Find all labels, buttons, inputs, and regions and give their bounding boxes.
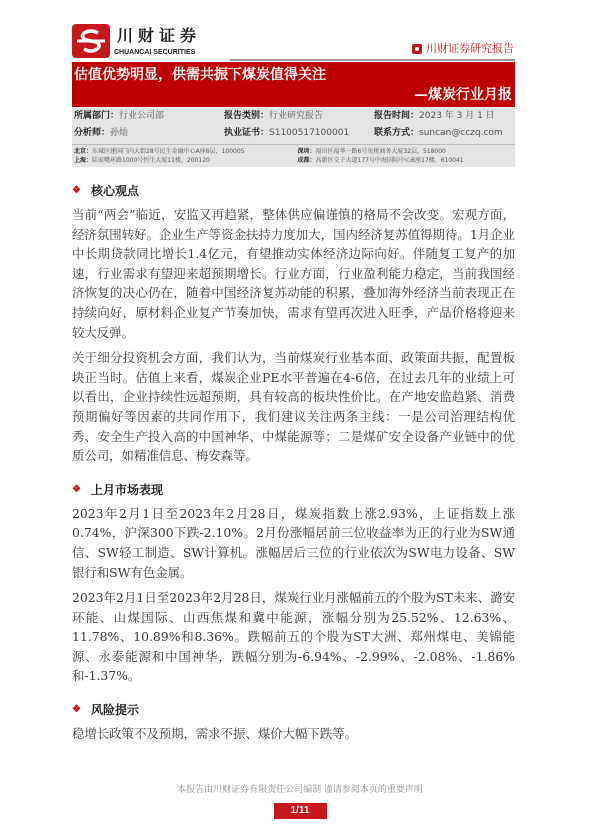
address-shanghai: 上海：陆家嘴环路1000号恒生大厦11楼，200120 [74,157,210,164]
market-paragraph-1: 2023年2月1日至2023年2月28日，煤炭指数上涨2.93%，上证指数上涨0.74%，沪深300下跌-2.10%。2月份涨幅居前三位收益率为正的行业为SW通信、SW轻工制造、SW计算机。涨幅居后三位的行业依次为SW电力设备、SW银行和SW有色金属。 [72,505,515,580]
diamond-bullet-icon: ❖ [72,483,81,495]
title-banner [72,62,515,107]
dept-value: 行业公司部 [119,111,165,121]
cert-label: 执业证书： [224,128,270,138]
diamond-bullet-icon: ❖ [72,704,81,716]
address-shenzhen: 深圳：福田区福华一路6号免税商务大厦32层，518000 [297,148,446,155]
report-info [72,107,515,167]
report-tag [412,42,514,56]
type-label: 报告类别： [224,111,270,121]
address-chengdu: 成都：高新区交子大道177号中海国际中心B座17楼，610041 [297,157,464,164]
cert-value: S1100517100001 [269,128,350,138]
brand-name-en: CHUANCAI SECURITIES [114,49,196,56]
diamond-bullet-icon: ❖ [72,185,81,196]
report-title: 估值优势明显，供需共振下煤炭值得关注 [74,67,326,83]
section-heading-core-view: ❖ 核心观点 [72,184,139,198]
brand-name-cn: 川财证券 [117,26,202,45]
contact-value[interactable]: suncan@cczq.com [419,128,503,138]
risk-paragraph: 稳增长政策不及预期，需求不振、煤价大幅下跌等。 [72,726,357,742]
analyst-label: 分析师： [74,128,111,138]
section-heading-market: ❖ 上月市场表现 [72,482,163,497]
page-number: 1/11 [274,803,327,819]
header-divider [230,59,515,61]
company-logo [72,24,110,58]
dept-label: 所属部门： [74,111,120,121]
tag-icon [412,44,422,54]
footer-disclaimer: 本报告由川财证券有限责任公司编制 谨请参阅本页的重要声明 [177,784,423,795]
market-paragraph-2: 2023年2月1日至2023年2月28日，煤炭行业月涨幅前五的个股为ST未来、潞安环能、山煤国际、山西焦煤和冀中能源，涨幅分别为25.52%、12.63%、11.78%、10.89%和8.36%。跌幅前五的个股为ST大洲、郑州煤电、美锦能源、永泰能源和中国神华，跌幅分别为-6.94%、-2.99%、-2.08%、-1.86%和-1.37%。 [72,590,515,684]
date-label: 报告时间： [374,111,420,121]
date-value: 2023 年 3 月 1 日 [419,111,495,121]
office-addresses [74,147,513,165]
core-view-paragraph-2: 关于细分投资机会方面，我们认为，当前煤炭行业基本面、政策面共振，配置板块正当时。估值上来看，煤炭企业PE水平普遍在4-6倍，在过去几年的业绩上可以看出，企业持续性远超预期，具有较高的板块性价比。在产地安监趋紧、消费预期偏好等因素的共同作用下，我们建议关注两条主线：一是公司治理结构优秀、安全生产投入高的中国神华、中煤能源等；二是煤矿安全设备产业链中的优质公司，如精准信息、梅安森等。 [72,350,515,464]
type-value: 行业研究报告 [269,111,324,121]
info-divider [72,144,515,145]
page-header [0,0,600,62]
section-heading-risk: ❖ 风险提示 [72,703,139,718]
page-footer [0,784,600,819]
contact-label: 联系方式： [374,128,420,138]
address-beijing: 北京：东城区建国门内大街28号民生金融中心A座6层，100005 [74,148,245,155]
analyst-value: 孙灿 [110,128,129,138]
page-content [72,62,515,744]
core-view-paragraph-1: 当前“两会”临近，安监又再趋紧，整体供应偏谨慎的格局不会改变。宏观方面，经济氛围转好。企业生产等资金扶持力度加大，国内经济复苏值得期待。1月企业中长期贷款同比增长1.4亿元，有望推动实体经济边际向好。伴随复工复产的加速，行业需求有望迎来超预期增长。行业方面，行业盈利能力稳定，当前我国经济恢复的决心仍在，随着中国经济复苏动能的积累，叠加海外经济当前表现正在持续向好，原材料企业复产节奏加快，需求有望再次进入旺季，产品价格将迎来较大反弹。 [72,207,515,340]
report-tag-label: 川财证券研究报告 [426,42,514,55]
report-subtitle: —煤炭行业月报 [414,87,512,103]
